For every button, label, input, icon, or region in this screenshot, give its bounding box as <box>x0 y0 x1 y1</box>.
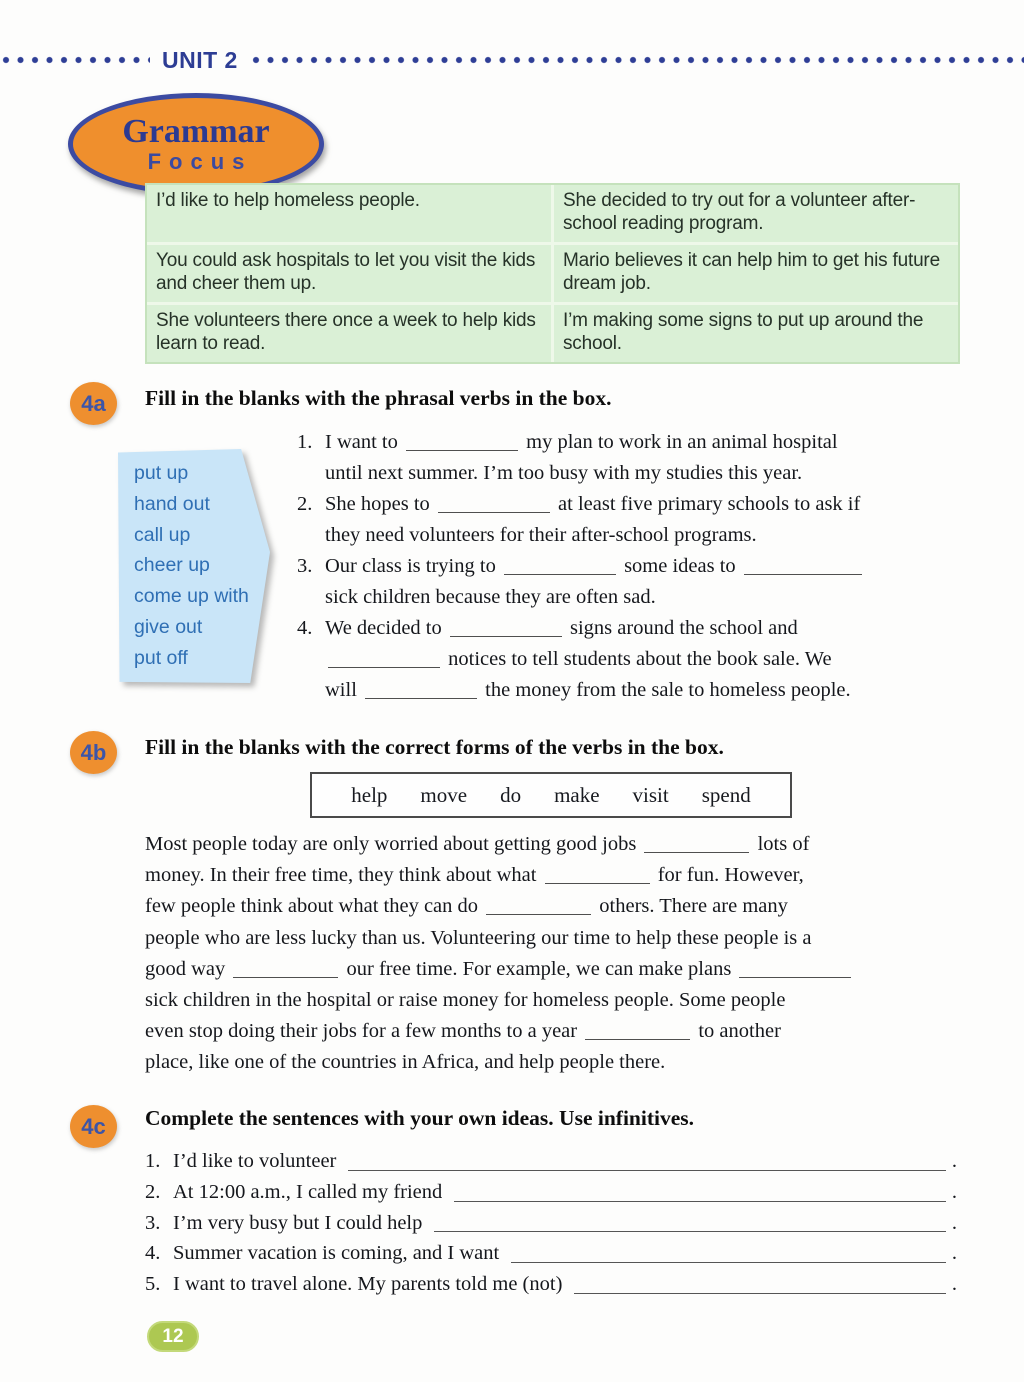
text-run: my plan to work in an animal hospital <box>521 431 838 453</box>
exercise-item <box>145 1269 957 1300</box>
item-number: 4. <box>145 1242 161 1265</box>
blank-line <box>511 1250 946 1263</box>
item-period: . <box>951 1242 957 1265</box>
phrasal-verb-box <box>118 449 270 683</box>
paragraph-line <box>145 891 985 922</box>
verb-item: spend <box>701 782 751 807</box>
blank-line <box>348 1158 945 1171</box>
text-run: good way <box>145 957 231 980</box>
blank-line <box>434 1219 946 1232</box>
sentence-line <box>325 582 987 613</box>
sentence-line <box>325 644 987 675</box>
paragraph-line <box>145 1016 985 1047</box>
blank-line <box>450 621 562 637</box>
blank-line <box>365 683 477 699</box>
phrasal-verb-item: put up <box>134 462 189 484</box>
text-run: will <box>325 679 363 701</box>
paragraph-line <box>145 1047 985 1078</box>
phrasal-verb-item: cheer up <box>134 554 210 577</box>
text-run: money. In their free time, they think about what <box>145 864 542 887</box>
sentence-line <box>297 613 987 644</box>
sentence-line <box>325 675 987 706</box>
dotted-rule-left <box>0 54 150 66</box>
blank-line <box>328 652 440 668</box>
verb-item: help <box>351 782 388 807</box>
blank-line <box>438 497 550 513</box>
sentence-line <box>325 458 987 489</box>
grammar-focus-title: Grammar <box>122 113 270 151</box>
grammar-focus-subtitle: Focus <box>147 148 253 174</box>
grammar-example-cell: Mario believes it can help him to get his future dream job. <box>554 245 958 302</box>
blank-line <box>644 837 749 853</box>
item-period: . <box>951 1211 957 1234</box>
dotted-rule-right <box>250 54 1024 66</box>
text-run: few people think about what they can do <box>145 895 484 918</box>
grammar-example-cell: I’d like to help homeless people. <box>147 185 551 242</box>
text-run: at least five primary schools to ask if <box>552 493 861 515</box>
item-number: 2. <box>145 1180 161 1203</box>
verb-item: do <box>500 782 522 807</box>
text-run: for fun. However, <box>652 864 804 887</box>
exercise-item <box>297 551 987 613</box>
exercise-4b-paragraph <box>145 829 985 1079</box>
sentence-line <box>297 427 987 458</box>
item-number: 1. <box>297 431 313 453</box>
exercise-4a-items <box>297 427 987 706</box>
text-run: sick children in the hospital or raise money for homeless people. Some people <box>145 989 786 1012</box>
item-period: . <box>951 1180 957 1203</box>
text-run: our free time. For example, we can make plans <box>341 957 737 980</box>
item-number: 3. <box>297 555 313 577</box>
text-run: She hopes to <box>325 493 435 515</box>
exercise-4b-badge: 4b <box>70 731 117 774</box>
blank-line <box>233 962 338 978</box>
paragraph-line <box>145 860 985 891</box>
text-run: signs around the school and <box>564 617 798 639</box>
exercise-item <box>145 1177 957 1208</box>
text-run: Most people today are only worried about getting good jobs <box>145 833 642 855</box>
unit-label: UNIT 2 <box>162 46 238 73</box>
text-run: We decided to <box>325 617 447 639</box>
sentence-line <box>325 520 987 551</box>
sentence-line <box>297 551 987 582</box>
exercise-item <box>297 613 987 706</box>
paragraph-line <box>145 923 985 954</box>
item-number: 2. <box>297 493 313 515</box>
blank-line <box>486 899 591 915</box>
grammar-focus-badge <box>68 93 324 195</box>
grammar-example-cell: She volunteers there once a week to help kids learn to read. <box>147 305 551 362</box>
text-run: some ideas to <box>618 555 741 577</box>
exercise-item <box>297 489 987 551</box>
verb-item: visit <box>632 782 669 807</box>
blank-line <box>574 1281 945 1294</box>
text-run: they need volunteers for their after-school programs. <box>325 524 757 546</box>
text-run: lots of <box>752 833 810 855</box>
paragraph-line <box>145 954 985 985</box>
item-text: I’d like to volunteer <box>173 1150 337 1172</box>
blank-line <box>585 1024 690 1040</box>
phrasal-verb-item: put off <box>134 646 188 669</box>
exercise-4a-heading: Fill in the blanks with the phrasal verbs in the box. <box>145 386 612 410</box>
blank-line <box>545 868 650 884</box>
exercise-4a-badge: 4a <box>70 382 117 425</box>
paragraph-line <box>145 985 985 1016</box>
exercise-4c-items <box>145 1146 957 1300</box>
text-run: people who are less lucky than us. Volunteering our time to help these people is a <box>145 926 812 949</box>
exercise-4b-heading: Fill in the blanks with the correct forms of the verbs in the box. <box>145 735 724 759</box>
sentence-line <box>297 489 987 520</box>
text-run: until next summer. I’m too busy with my studies this year. <box>325 462 803 484</box>
exercise-4c-heading: Complete the sentences with your own ideas. Use infinitives. <box>145 1106 695 1130</box>
grammar-example-cell: I’m making some signs to put up around the school. <box>554 305 958 362</box>
text-run: place, like one of the countries in Africa, and help people there. <box>145 1051 666 1074</box>
unit-header <box>0 46 1024 73</box>
exercise-item <box>145 1238 957 1269</box>
text-run: the money from the sale to homeless people. <box>480 679 851 701</box>
item-text: Summer vacation is coming, and I want <box>173 1242 500 1265</box>
item-text: I want to travel alone. My parents told me (not) <box>173 1273 563 1296</box>
text-run: others. There are many <box>594 895 788 918</box>
exercise-item <box>297 427 987 489</box>
item-text: I’m very busy but I could help <box>173 1211 423 1234</box>
blank-line <box>504 559 616 575</box>
exercise-item <box>145 1208 957 1239</box>
blank-line <box>454 1189 946 1202</box>
verb-list <box>351 783 750 808</box>
phrasal-verb-item: come up with <box>134 585 249 608</box>
page-number-badge: 12 <box>147 1321 199 1352</box>
item-number: 1. <box>145 1150 161 1172</box>
blank-line <box>744 559 862 575</box>
item-text: At 12:00 a.m., I called my friend <box>173 1180 443 1203</box>
phrasal-verb-item: call up <box>134 523 191 546</box>
text-run: sick children because they are often sad. <box>325 586 656 608</box>
text-run: notices to tell students about the book sale. We <box>443 648 832 670</box>
blank-line <box>739 962 851 978</box>
item-number: 3. <box>145 1211 161 1234</box>
item-number: 4. <box>297 617 313 639</box>
item-period: . <box>951 1150 957 1172</box>
phrasal-verb-list <box>134 458 249 674</box>
blank-line <box>406 435 518 451</box>
text-run: I want to <box>325 431 403 453</box>
item-period: . <box>951 1273 957 1296</box>
paragraph-line <box>145 829 985 860</box>
exercise-4c-badge: 4c <box>70 1105 117 1148</box>
verb-box <box>310 772 792 818</box>
verb-item: move <box>420 782 468 807</box>
grammar-focus-table <box>145 183 960 364</box>
verb-item: make <box>554 782 600 807</box>
grammar-example-cell: You could ask hospitals to let you visit the kids and cheer them up. <box>147 245 551 302</box>
text-run: Our class is trying to <box>325 555 501 577</box>
text-run: even stop doing their jobs for a few months to a year <box>145 1020 583 1043</box>
text-run: to another <box>693 1020 781 1043</box>
phrasal-verb-item: give out <box>134 615 203 638</box>
item-number: 5. <box>145 1273 161 1296</box>
exercise-item <box>145 1146 957 1177</box>
grammar-example-cell: She decided to try out for a volunteer after-school reading program. <box>554 185 958 242</box>
phrasal-verb-item: hand out <box>134 492 210 515</box>
